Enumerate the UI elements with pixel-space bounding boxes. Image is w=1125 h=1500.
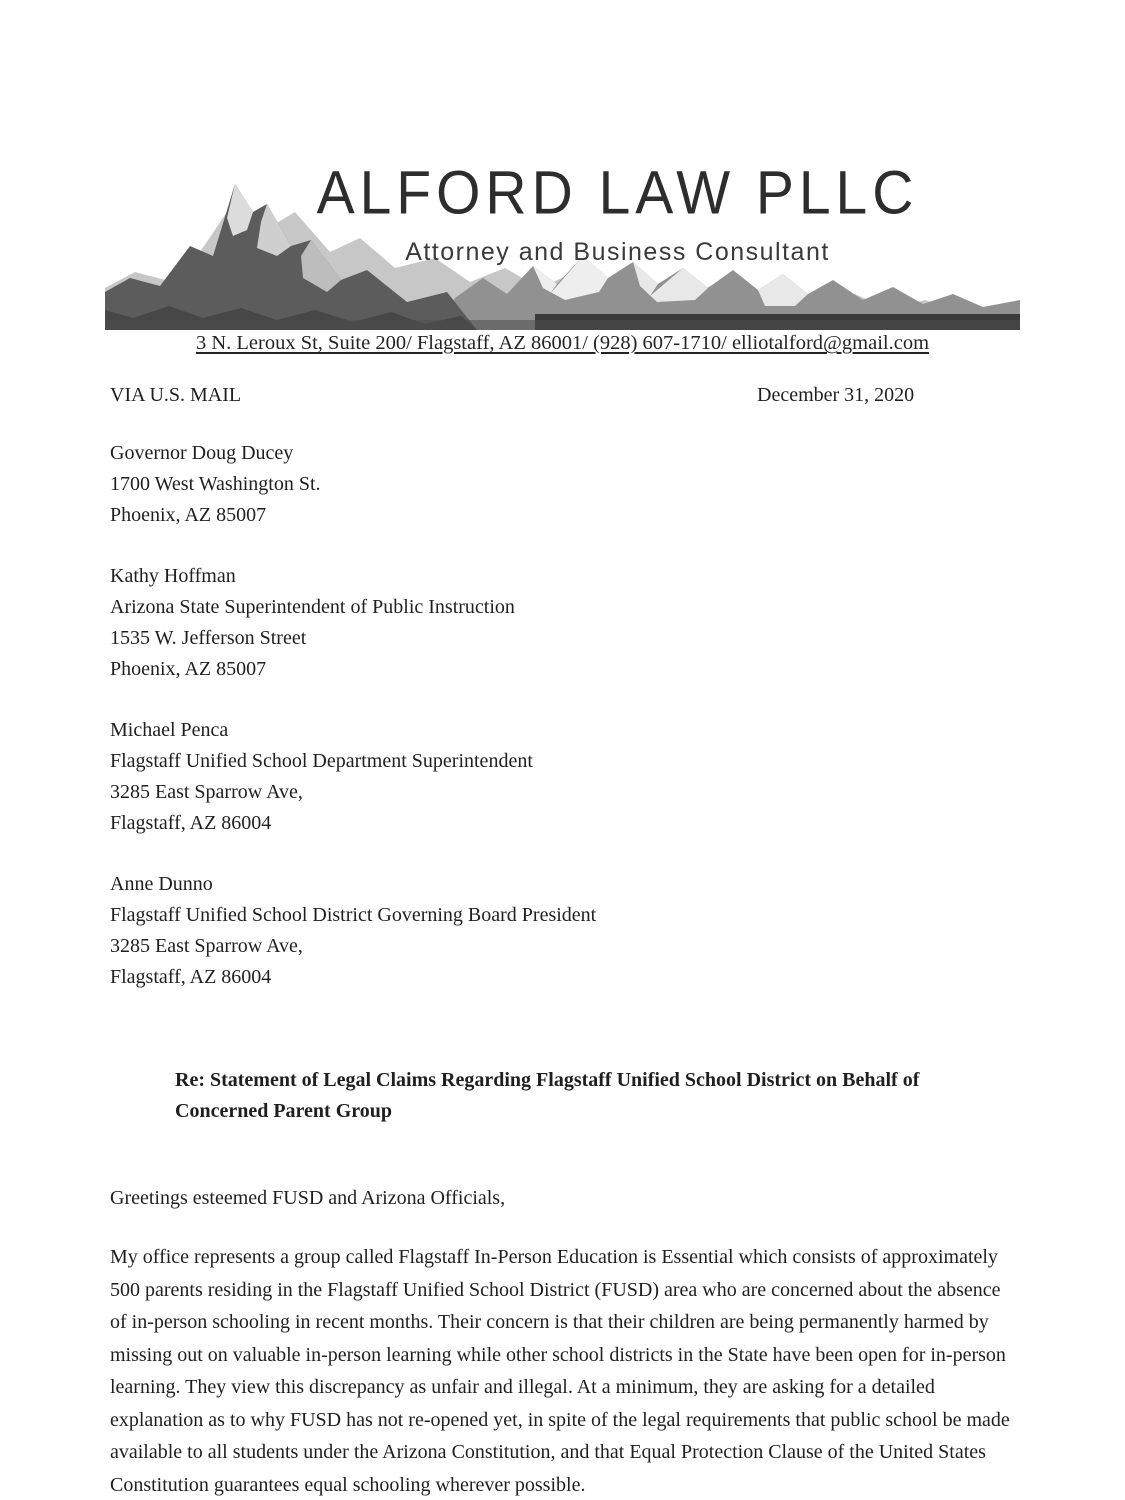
recipient-block — [110, 561, 1018, 685]
recipient-block — [110, 869, 1018, 993]
recipient-line: Flagstaff, AZ 86004 — [110, 966, 272, 988]
recipient-line: Flagstaff Unified School Department Superintendent — [110, 750, 533, 772]
letterhead — [105, 160, 1020, 330]
recipient-line: 3285 East Sparrow Ave, — [110, 935, 303, 957]
recipient-line: Flagstaff, AZ 86004 — [110, 812, 272, 834]
recipient-line: Phoenix, AZ 85007 — [110, 658, 267, 680]
recipient-line: 1535 W. Jefferson Street — [110, 627, 307, 649]
recipient-line: Phoenix, AZ 85007 — [110, 504, 267, 526]
recipient-line: Kathy Hoffman — [110, 565, 236, 587]
meta-row — [110, 380, 1018, 406]
letterhead-text — [215, 160, 1020, 267]
recipient-line: Governor Doug Ducey — [110, 442, 294, 464]
recipient-line: Arizona State Superintendent of Public Instruction — [110, 596, 515, 618]
recipient-line: Flagstaff Unified School District Governing Board President — [110, 904, 597, 926]
recipient-line: Anne Dunno — [110, 873, 213, 895]
recipient-line: 1700 West Washington St. — [110, 473, 321, 495]
recipient-line: Michael Penca — [110, 719, 229, 741]
firm-name: ALFORD LAW PLLC — [316, 158, 919, 228]
subject-line: Re: Statement of Legal Claims Regarding Flagstaff Unified School District on Behalf of Concerned Parent Group — [175, 1069, 920, 1122]
contact-line: 3 N. Leroux St, Suite 200/ Flagstaff, AZ 86001/ (928) 607-1710/ elliotalford@gmail.com — [195, 332, 930, 354]
letter-body — [110, 380, 1018, 1500]
delivery-method: VIA U.S. MAIL — [110, 384, 242, 406]
recipient-block — [110, 438, 1018, 531]
letter-date: December 31, 2020 — [757, 384, 915, 406]
firm-tagline: Attorney and Business Consultant — [405, 238, 830, 266]
recipient-line: 3285 East Sparrow Ave, — [110, 781, 303, 803]
greeting: Greetings esteemed FUSD and Arizona Officials, — [110, 1187, 506, 1209]
recipient-block — [110, 715, 1018, 839]
body-paragraph: My office represents a group called Flagstaff In-Person Education is Essential which consists of approximately 500 parents residing in the Flagstaff Unified School District (FUSD) area who are concerned about the absence of in-person schooling in recent months. Their concern is that their children are being permanently harmed by missing out on valuable in-person learning while other school districts in the State have been open for in-person learning. They view this discrepancy as unfair and illegal. At a minimum, they are asking for a detailed explanation as to why FUSD has not re-opened yet, in spite of the legal requirements that public school be made available to all students under the Arizona Constitution, and that Equal Protection Clause of the United States Constitution guarantees equal schooling wherever possible. — [110, 1246, 1010, 1496]
